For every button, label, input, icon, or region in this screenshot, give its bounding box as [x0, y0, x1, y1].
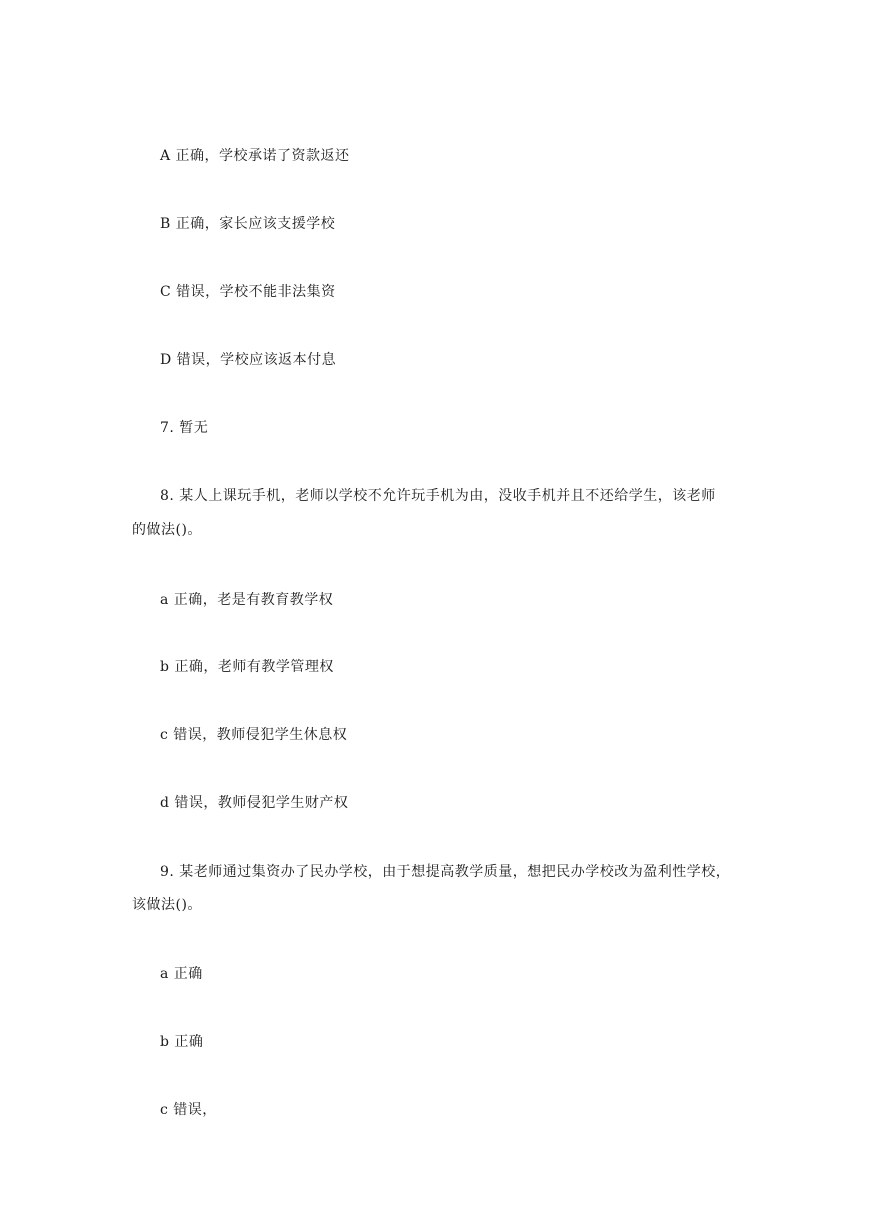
- q8-option-a: a 正确，老是有教育教学权: [160, 592, 334, 608]
- q6-option-b: B 正确，家长应该支援学校: [160, 216, 336, 232]
- q6-option-d: D 错误，学校应该返本付息: [160, 352, 337, 368]
- q6-option-c: C 错误，学校不能非法集资: [160, 284, 336, 300]
- q9-option-c: c 错误，: [160, 1102, 217, 1118]
- question-7: 7. 暂无: [160, 420, 209, 436]
- question-8-line-2: 的做法()。: [132, 522, 202, 538]
- question-8-line-1: 8. 某人上课玩手机，老师以学校不允许玩手机为由，没收手机并且不还给学生，该老师: [160, 488, 716, 504]
- q9-option-b: b 正确: [160, 1034, 204, 1050]
- question-9-line-2: 该做法()。: [132, 897, 202, 913]
- q6-option-a: A 正确，学校承诺了资款返还: [160, 148, 350, 164]
- q8-option-b: b 正确，老师有教学管理权: [160, 659, 334, 675]
- q8-option-d: d 错误，教师侵犯学生财产权: [160, 795, 349, 811]
- question-9-line-1: 9. 某老师通过集资办了民办学校，由于想提高教学质量，想把民办学校改为盈利性学校，: [160, 864, 731, 880]
- q8-option-c: c 错误，教师侵犯学生休息权: [160, 727, 348, 743]
- q9-option-a: a 正确: [160, 966, 203, 982]
